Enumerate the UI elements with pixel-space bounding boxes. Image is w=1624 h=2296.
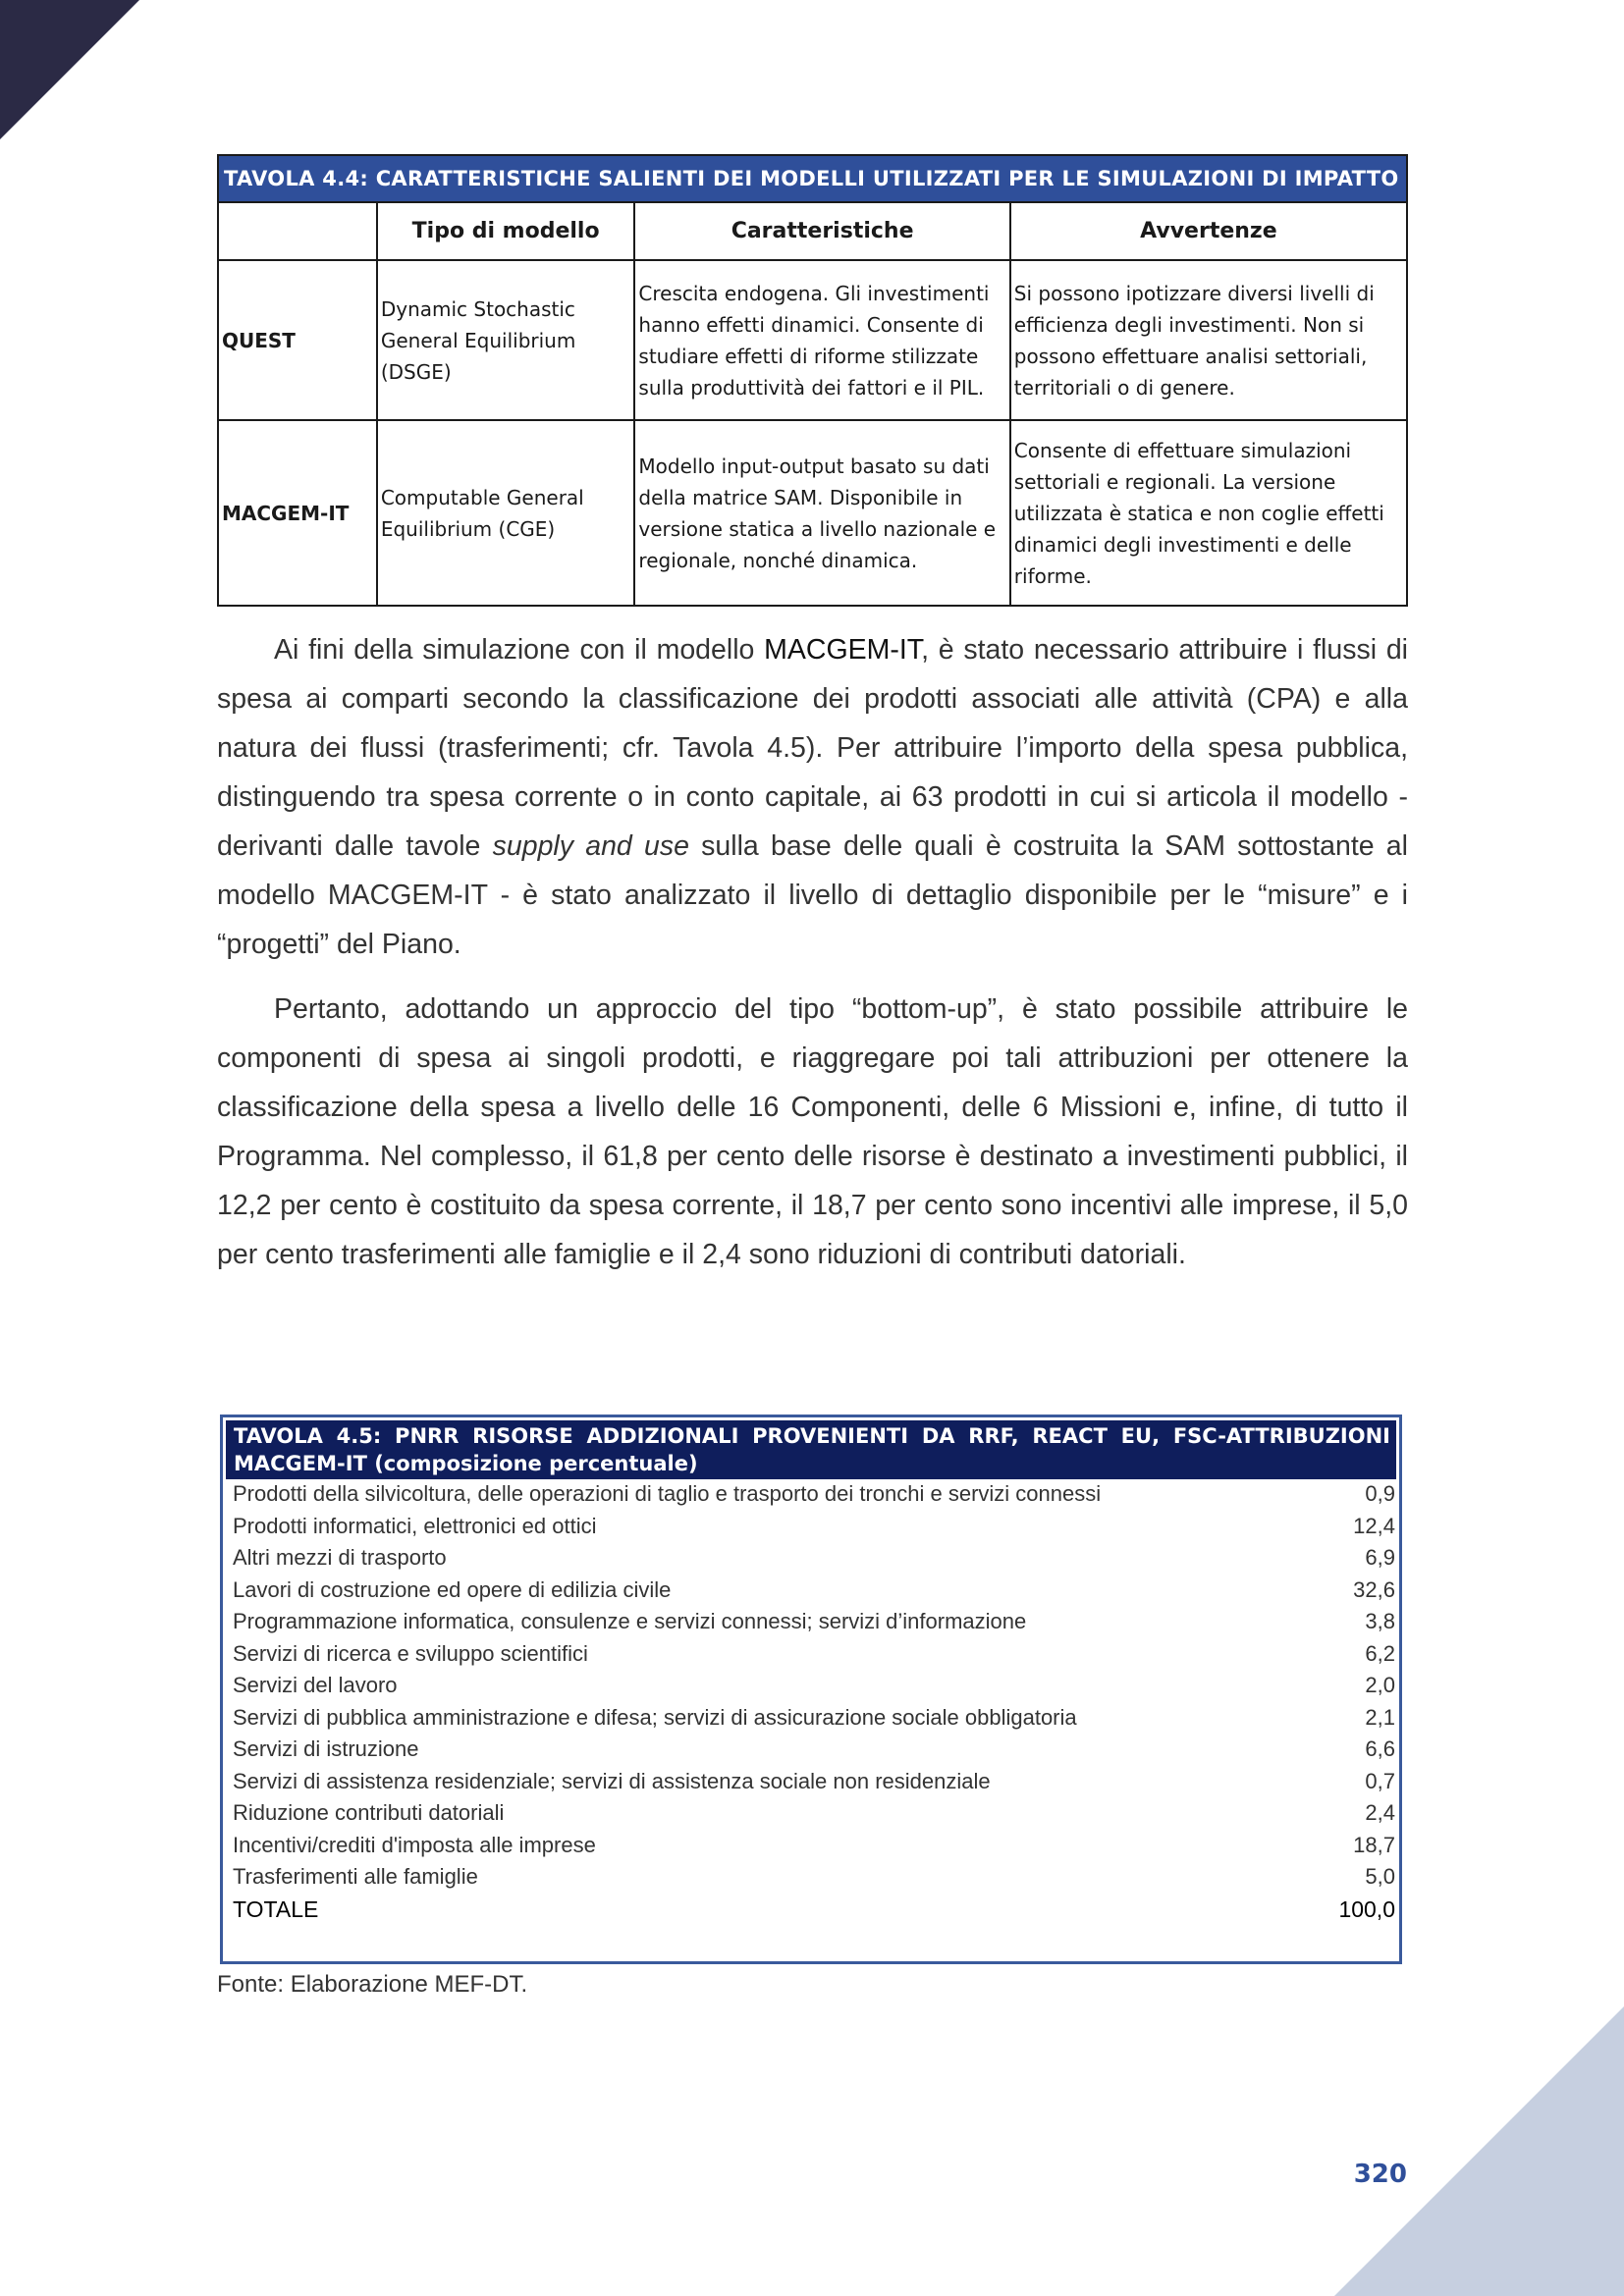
row-label: Servizi di ricerca e sviluppo scientifici [233, 1640, 588, 1666]
model-features: Modello input-output basato su dati della matrice SAM. Disponibile in versione statica a livello nazionale e regionale, nonché dinamica. [634, 420, 1009, 606]
row-label: Trasferimenti alle famiglie [233, 1864, 478, 1889]
row-label: Riduzione contributi datoriali [233, 1800, 505, 1825]
paragraph-text: , è stato necessario attribuire i flussi di spesa ai comparti secondo la classificazione dei prodotti associati alle attività (CPA) e alla natura dei flussi (trasferimenti; cfr. Tavola 4.5). Per attribuire l’importo della spesa pubblica, distinguendo tra spesa corrente o in conto capitale, ai 63 prodotti in cui si articola il modello - derivanti dalle tavole [217, 634, 1409, 862]
row-value: 2,4 [1365, 1800, 1395, 1825]
row-label: Prodotti informatici, elettronici ed ottici [233, 1513, 597, 1538]
table-row [233, 1766, 1395, 1798]
row-value: 6,9 [1365, 1545, 1395, 1570]
table-row [233, 1670, 1395, 1702]
row-value: 18,7 [1353, 1832, 1395, 1857]
table-row [233, 1797, 1395, 1830]
paragraph-text: Ai fini della simulazione con il modello [274, 634, 765, 666]
model-name: MACGEM-IT [218, 420, 377, 606]
table-4-5 [220, 1415, 1402, 1964]
table-row [233, 1638, 1395, 1671]
table-body [233, 1478, 1395, 1925]
table-source: Fonte: Elaborazione MEF-DT. [217, 1971, 528, 1998]
row-value: 6,6 [1365, 1736, 1395, 1761]
model-name-inline: MACGEM-IT [764, 634, 922, 666]
page-number: 320 [1353, 2160, 1407, 2189]
table-row [233, 1830, 1395, 1862]
table-row [233, 1861, 1395, 1894]
row-label: Servizi di pubblica amministrazione e difesa; servizi di assicurazione sociale obbligatoria [233, 1704, 1077, 1730]
table-row [233, 1542, 1395, 1575]
row-label: Incentivi/crediti d'imposta alle imprese [233, 1832, 596, 1857]
paragraph-text: Pertanto, adottando un approccio del tipo “bottom-up”, è stato possibile attribuire le componenti di spesa ai singoli prodotti, e riaggregare poi tali attribuzioni per ottenere la classificazione della spesa a livello delle 16 Componenti, delle 6 Missioni e, infine, di tutto il Programma. Nel complesso, il 61,8 per cento delle risorse è destinato a investimenti pubblici, il 12,2 per cento è costituito da spesa corrente, il 18,7 per cento sono incentivi alle imprese, il 5,0 per cento trasferimenti alle famiglie e il 2,4 sono riduzioni di contributi datoriali. [217, 993, 1408, 1270]
model-name: QUEST [218, 260, 377, 420]
corner-decoration-bottom-right [1334, 2006, 1624, 2296]
italic-term: supply and use [492, 830, 689, 862]
table-row [218, 420, 1407, 606]
row-value: 2,1 [1365, 1704, 1395, 1730]
table-row [233, 1702, 1395, 1735]
table-4-4 [217, 154, 1408, 607]
table-caption: TAVOLA 4.5: PNRR RISORSE ADDIZIONALI PROVENIENTI DA RRF, REACT EU, FSC-ATTRIBUZIONI MACGEM-IT (composizione percentuale) [226, 1420, 1396, 1479]
table-caption: TAVOLA 4.4: CARATTERISTICHE SALIENTI DEI MODELLI UTILIZZATI PER LE SIMULAZIONI DI IMPATTO [218, 155, 1407, 202]
row-label: Altri mezzi di trasporto [233, 1545, 447, 1570]
corner-decoration-top-left [0, 0, 139, 139]
table-row [233, 1575, 1395, 1607]
paragraph [217, 625, 1408, 969]
model-type: Dynamic Stochastic General Equilibrium (DSGE) [377, 260, 635, 420]
table-row [218, 260, 1407, 420]
row-value: 0,9 [1365, 1481, 1395, 1506]
row-label: Prodotti della silvicoltura, delle operazioni di taglio e trasporto dei tronchi e servizi connessi [233, 1481, 1102, 1506]
paragraph-text: sulla base delle quali è costruita la SAM sottostante al modello MACGEM-IT - è stato analizzato il livello di dettaglio disponibile per le “misure” e i “progetti” del Piano. [217, 830, 1408, 960]
total-value: 100,0 [1338, 1896, 1395, 1922]
row-label: Programmazione informatica, consulenze e servizi connessi; servizi d’informazione [233, 1609, 1027, 1633]
row-value: 5,0 [1365, 1864, 1395, 1889]
row-value: 0,7 [1365, 1768, 1395, 1793]
total-label: TOTALE [233, 1896, 319, 1922]
row-value: 3,8 [1365, 1609, 1395, 1633]
model-warnings: Si possono ipotizzare diversi livelli di efficienza degli investimenti. Non si possono effettuare analisi settoriali, territoriali o di genere. [1010, 260, 1407, 420]
column-header: Avvertenze [1010, 202, 1407, 260]
column-header: Caratteristiche [634, 202, 1009, 260]
row-value: 12,4 [1353, 1513, 1395, 1538]
row-value: 6,2 [1365, 1640, 1395, 1666]
total-row [233, 1894, 1395, 1926]
row-value: 32,6 [1353, 1576, 1395, 1602]
table-row [233, 1606, 1395, 1638]
row-label: Servizi di assistenza residenziale; servizi di assistenza sociale non residenziale [233, 1768, 991, 1793]
column-header: Tipo di modello [377, 202, 635, 260]
model-type: Computable General Equilibrium (CGE) [377, 420, 635, 606]
column-header [218, 202, 377, 260]
row-label: Lavori di costruzione ed opere di edilizia civile [233, 1576, 672, 1602]
row-label: Servizi di istruzione [233, 1736, 419, 1761]
table-row [233, 1511, 1395, 1543]
model-warnings: Consente di effettuare simulazioni settoriali e regionali. La versione utilizzata è statica e non coglie effetti dinamici degli investimenti e delle riforme. [1010, 420, 1407, 606]
model-features: Crescita endogena. Gli investimenti hanno effetti dinamici. Consente di studiare effetti di riforme stilizzate sulla produttività dei fattori e il PIL. [634, 260, 1009, 420]
row-label: Servizi del lavoro [233, 1673, 398, 1697]
table-row [233, 1478, 1395, 1511]
row-value: 2,0 [1365, 1673, 1395, 1697]
table-row [233, 1734, 1395, 1766]
paragraph [217, 985, 1408, 1279]
